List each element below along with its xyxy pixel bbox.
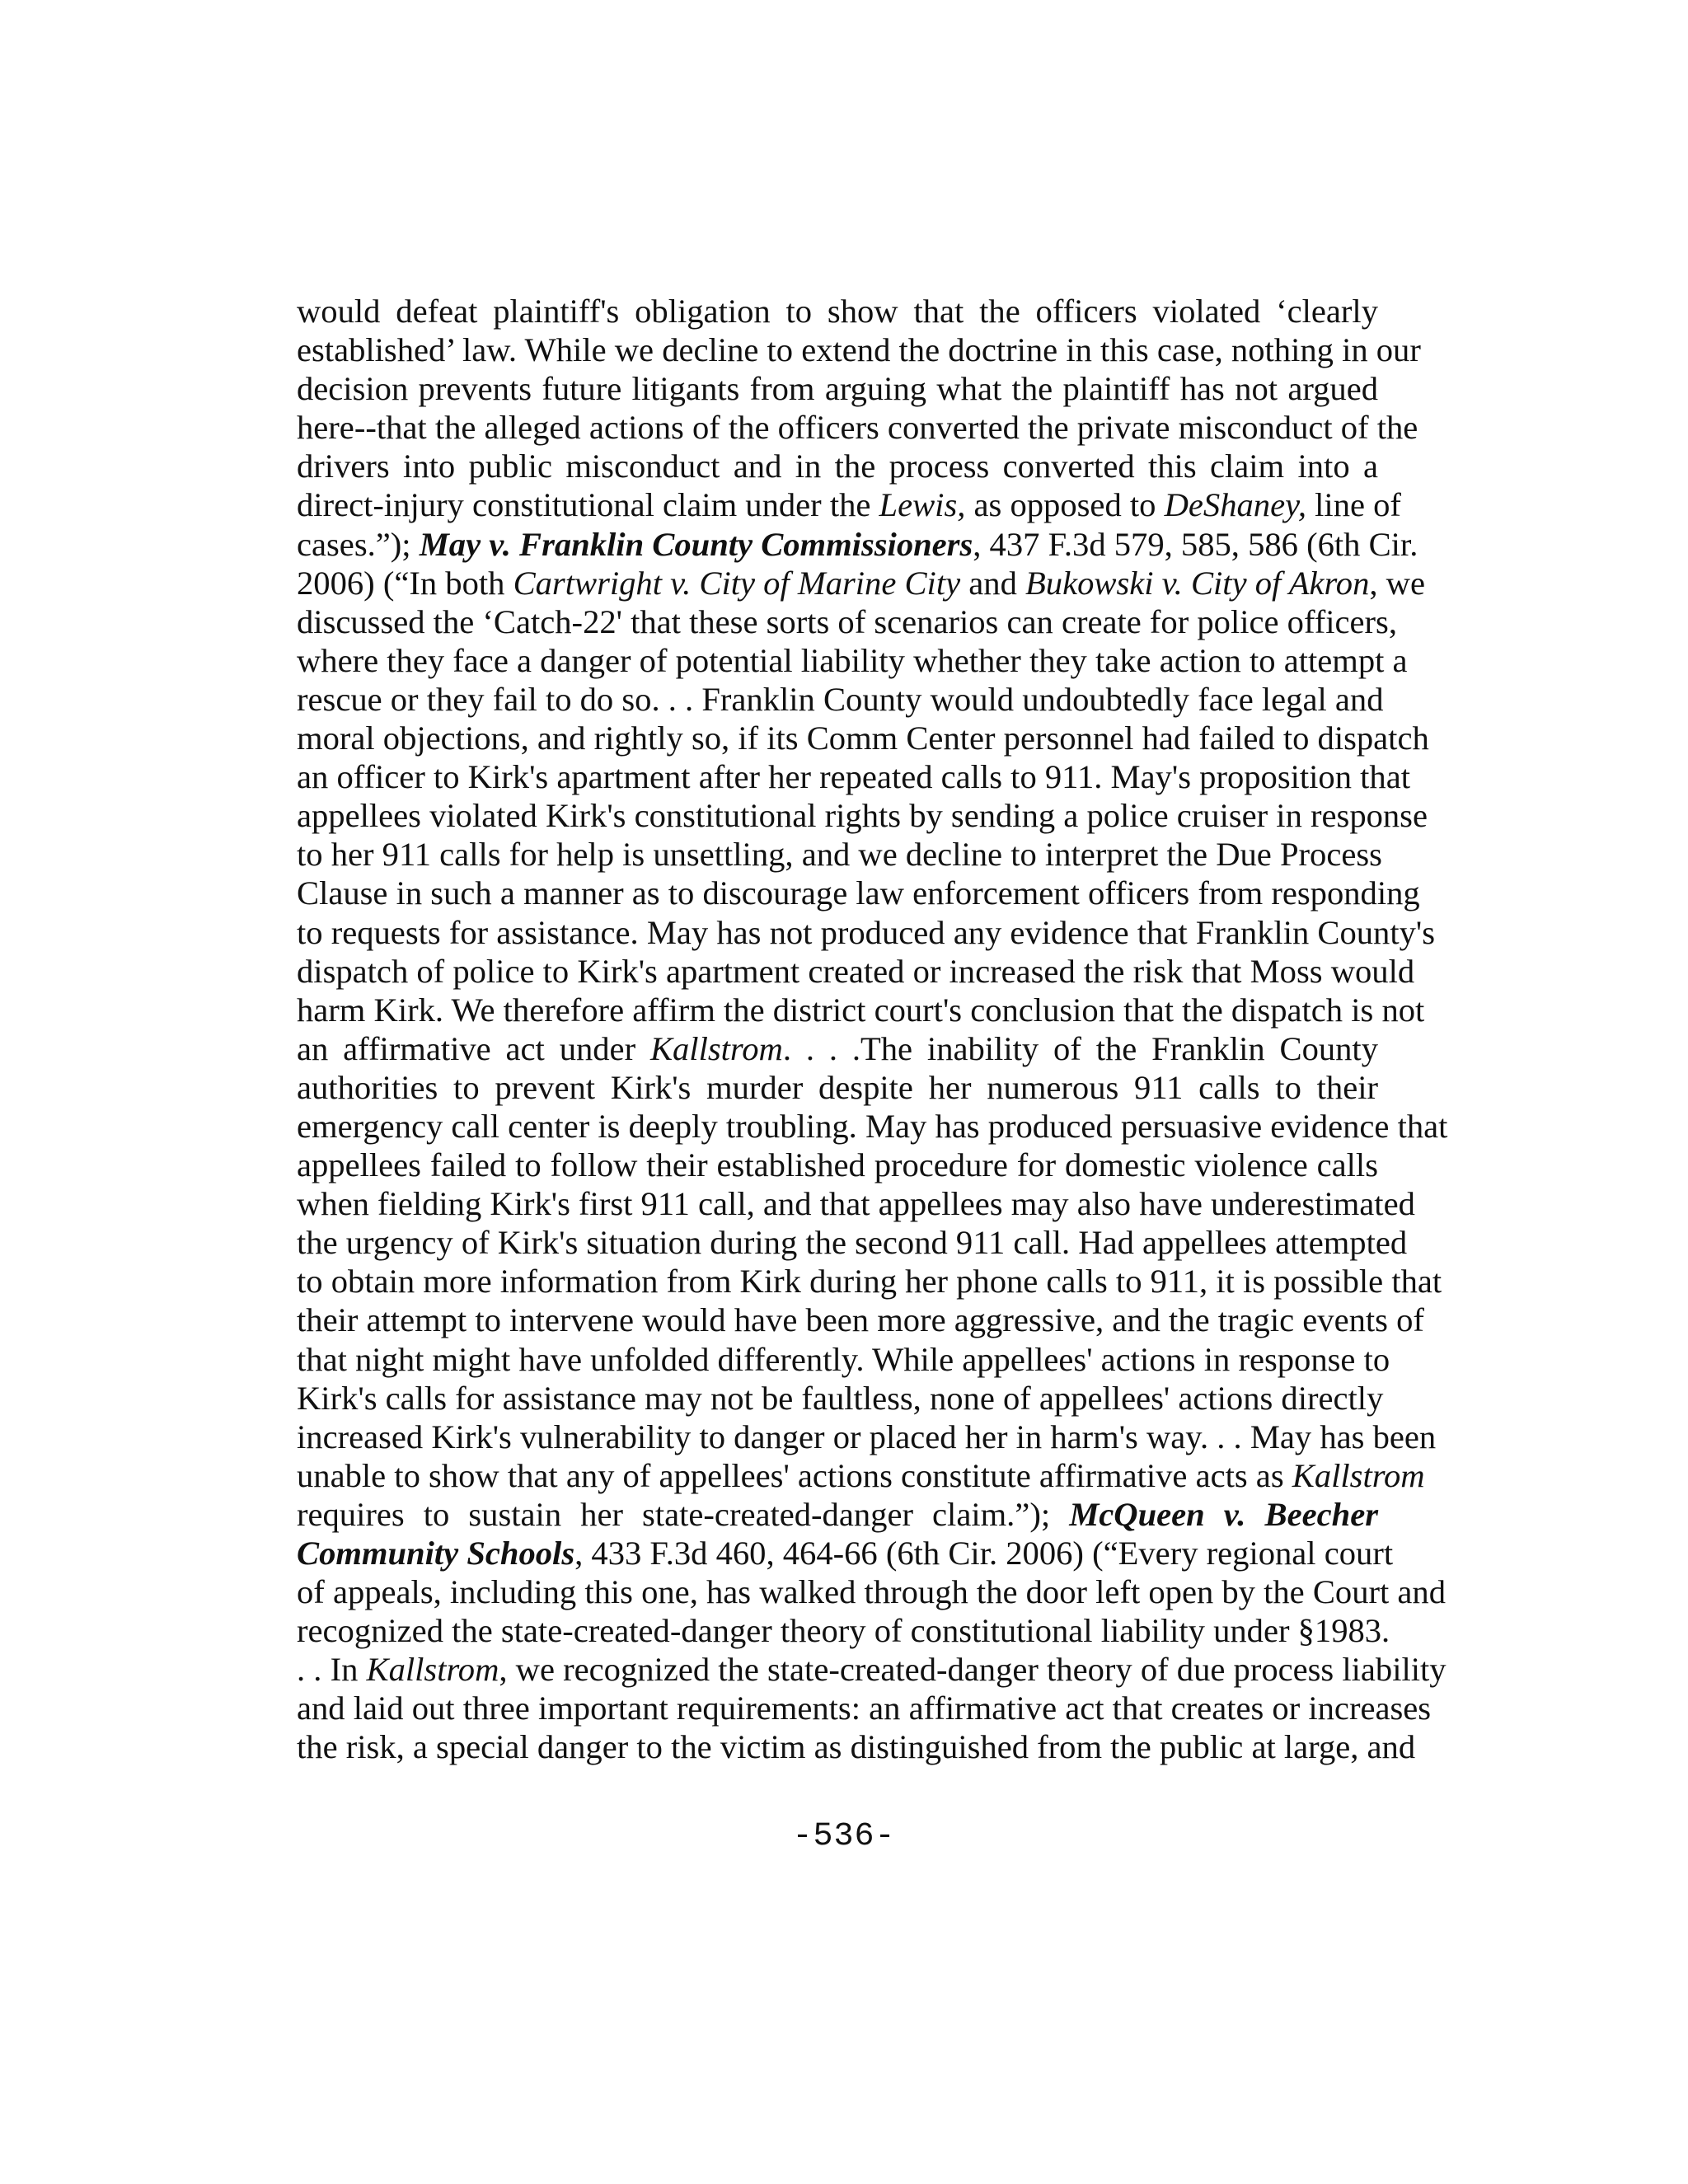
text-line xyxy=(297,1301,1424,1339)
text-line xyxy=(297,835,1382,874)
text-run: to obtain more information from Kirk during her phone calls to 911, it is possible that xyxy=(297,1263,1442,1301)
text-line xyxy=(297,1572,1447,1611)
text-run: , 433 F.3d 460, 464-66 (6th Cir. 2006) (“Every regional court xyxy=(574,1535,1394,1572)
text-line xyxy=(297,913,1436,952)
case-name-italic: Kallstrom xyxy=(1292,1456,1425,1494)
case-name-italic: Kallstrom xyxy=(366,1651,499,1689)
text-run: . . . .The inability of the Franklin County xyxy=(782,1029,1378,1067)
text-line xyxy=(297,1107,1448,1146)
text-line xyxy=(297,952,1415,991)
text-run: requires to sustain her state-created-danger claim.”); xyxy=(297,1495,1070,1533)
text-run: unable to show that any of appellees' actions constitute affirmative acts as xyxy=(297,1456,1292,1494)
text-line xyxy=(297,1456,1425,1495)
text-run: of appeals, including this one, has walked through the door left open by the Court and xyxy=(297,1573,1447,1611)
text-run: here--that the alleged actions of the officers converted the private misconduct of the xyxy=(297,409,1418,447)
text-line xyxy=(297,1379,1384,1418)
case-name-italic: Cartwright v. City of Marine City xyxy=(513,564,961,602)
text-run: the urgency of Kirk's situation during the second 911 call. Had appellees attempted xyxy=(297,1224,1408,1262)
text-run: Clause in such a manner as to discourage law enforcement officers from responding xyxy=(297,874,1420,912)
text-line xyxy=(297,292,1378,330)
case-name-bold: May v. Franklin County Commissioners xyxy=(419,525,973,563)
text-run: Kirk's calls for assistance may not be faultless, none of appellees' actions directly xyxy=(297,1379,1384,1417)
text-run: and laid out three important requirements: an affirmative act that creates or increases xyxy=(297,1690,1432,1727)
text-run: authorities to prevent Kirk's murder despite her numerous 911 calls to their xyxy=(297,1068,1378,1106)
text-run: would defeat plaintiff's obligation to show that the officers violated ‘clearly xyxy=(297,293,1378,330)
text-line xyxy=(297,796,1428,835)
text-run: direct-injury constitutional claim under the xyxy=(297,486,879,524)
text-run: discussed the ‘Catch-22' that these sorts of scenarios can create for police officers, xyxy=(297,602,1397,640)
text-line xyxy=(297,447,1378,485)
text-run: 2006) (“In both xyxy=(297,564,513,602)
opinion-body-text xyxy=(297,292,1448,1767)
text-run: moral objections, and rightly so, if its Comm Center personnel had failed to dispatch xyxy=(297,719,1429,757)
text-run: rescue or they fail to do so. . . Franklin County would undoubtedly face legal and xyxy=(297,680,1384,718)
text-line xyxy=(297,1146,1378,1184)
text-line xyxy=(297,1611,1390,1650)
text-line xyxy=(297,1029,1378,1068)
text-run: drivers into public misconduct and in the process converted this claim into a xyxy=(297,448,1378,485)
text-line xyxy=(297,1650,1447,1689)
case-name-italic: Lewis, xyxy=(879,486,966,524)
text-run: their attempt to intervene would have been more aggressive, and the tragic events of xyxy=(297,1301,1424,1339)
text-run: an officer to Kirk's apartment after her repeated calls to 911. May's proposition that xyxy=(297,758,1411,796)
text-run: . . In xyxy=(297,1651,367,1689)
case-name-italic: Bukowski v. City of Akron xyxy=(1025,564,1370,602)
text-run: decision prevents future litigants from arguing what the plaintiff has not argued xyxy=(297,370,1378,408)
text-line xyxy=(297,1340,1390,1379)
case-name-italic: Kallstrom xyxy=(649,1029,783,1067)
text-line xyxy=(297,602,1397,641)
text-run: line of xyxy=(1306,486,1401,524)
page-number: -536- xyxy=(792,1818,896,1855)
text-run: , we xyxy=(1369,564,1425,602)
text-line xyxy=(297,719,1429,757)
text-line xyxy=(297,1689,1432,1727)
text-run: to her 911 calls for help is unsettling, and we decline to interpret the Due Process xyxy=(297,836,1382,874)
text-run: emergency call center is deeply troubling. May has produced persuasive evidence that xyxy=(297,1107,1448,1145)
text-line xyxy=(297,874,1420,912)
text-line xyxy=(297,1223,1408,1262)
text-run: and xyxy=(960,564,1026,602)
text-line xyxy=(297,1534,1394,1572)
text-run: appellees failed to follow their established procedure for domestic violence calls xyxy=(297,1146,1378,1184)
text-run: recognized the state-created-danger theory of constitutional liability under §1983. xyxy=(297,1612,1390,1650)
text-line xyxy=(297,1184,1415,1223)
text-line xyxy=(297,369,1378,408)
case-name-bold: McQueen v. Beecher xyxy=(1069,1495,1378,1533)
text-line xyxy=(297,564,1425,602)
text-run: when fielding Kirk's first 911 call, and that appellees may also have underestimated xyxy=(297,1185,1415,1223)
text-line xyxy=(297,641,1408,680)
text-line xyxy=(297,1068,1378,1107)
text-run: as opposed to xyxy=(965,486,1165,524)
text-line xyxy=(297,1495,1378,1534)
text-line xyxy=(297,757,1411,796)
text-run: where they face a danger of potential liability whether they take action to attempt a xyxy=(297,641,1408,679)
text-run: an affirmative act under xyxy=(297,1029,650,1067)
text-run: the risk, a special danger to the victim as distinguished from the public at large, and xyxy=(297,1728,1416,1766)
text-run: that night might have unfolded differently. While appellees' actions in response to xyxy=(297,1340,1390,1378)
text-run: dispatch of police to Kirk's apartment created or increased the risk that Moss would xyxy=(297,952,1415,990)
text-run: to requests for assistance. May has not produced any evidence that Franklin County's xyxy=(297,913,1436,951)
text-line xyxy=(297,408,1418,447)
text-run: established’ law. While we decline to extend the doctrine in this case, nothing in our xyxy=(297,331,1421,369)
text-line xyxy=(297,1262,1442,1301)
text-line xyxy=(297,525,1418,564)
text-line xyxy=(297,1418,1437,1456)
text-run: increased Kirk's vulnerability to danger or placed her in harm's way. . . May has been xyxy=(297,1418,1437,1455)
case-name-italic: DeShaney, xyxy=(1164,486,1306,524)
text-line xyxy=(297,991,1425,1029)
text-run: appellees violated Kirk's constitutional rights by sending a police cruiser in response xyxy=(297,797,1428,835)
text-run: harm Kirk. We therefore affirm the district court's conclusion that the dispatch is not xyxy=(297,991,1425,1029)
text-run: , we recognized the state-created-danger theory of due process liability xyxy=(499,1651,1447,1689)
text-line xyxy=(297,485,1401,524)
text-run: , 437 F.3d 579, 585, 586 (6th Cir. xyxy=(973,525,1418,563)
text-line xyxy=(297,1727,1416,1766)
case-name-bold: Community Schools xyxy=(297,1535,575,1572)
text-line xyxy=(297,680,1384,719)
text-line xyxy=(297,330,1421,369)
text-run: cases.”); xyxy=(297,525,420,563)
